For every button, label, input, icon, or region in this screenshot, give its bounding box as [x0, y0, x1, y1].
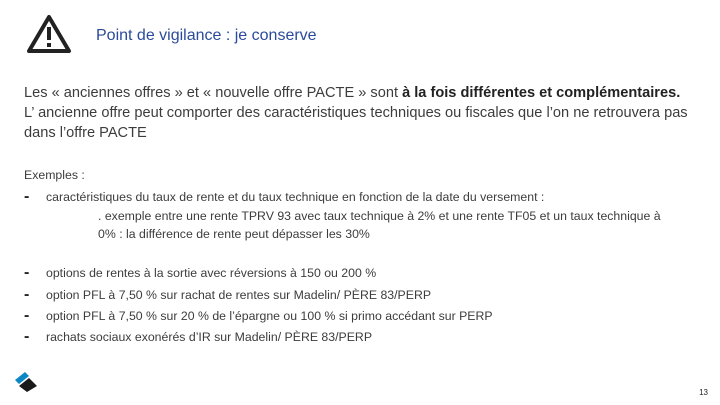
- bullet-dash: -: [24, 328, 30, 345]
- intro-text-bold: à la fois différentes et complémentaires.: [402, 85, 681, 101]
- page-number: 13: [699, 388, 708, 397]
- list-item: [24, 286, 431, 304]
- page-title: Point de vigilance : je conserve: [96, 27, 317, 44]
- list-item-text: option PFL à 7,50 % sur rachat de rentes sur Madelin/ PÈRE 83/PERP: [46, 288, 432, 302]
- list-item-text: option PFL à 7,50 % sur 20 % de l’épargne ou 100 % si primo accédant sur PERP: [46, 309, 493, 323]
- list-item: [24, 264, 376, 282]
- bullet-dash: -: [24, 286, 30, 303]
- bullet-dash: -: [24, 188, 30, 205]
- list-item: [24, 328, 372, 346]
- list-item: [24, 307, 493, 325]
- list-item-text: options de rentes à la sortie avec réversions à 150 ou 200 %: [46, 266, 377, 280]
- intro-text-start: Les « anciennes offres » et « nouvelle offre PACTE » sont: [24, 85, 403, 101]
- intro-text-end: L’ ancienne offre peut comporter des caractéristiques techniques ou fiscales que l’on ne retrouvera pas dans l’offre PACTE: [24, 105, 688, 141]
- list-item: [24, 188, 544, 206]
- intro-paragraph: [24, 83, 694, 143]
- example-detail: . exemple entre une rente TPRV 93 avec taux technique à 2% et une rente TF05 et un taux technique à 0% : la différence de rente peut dépasser les 30%: [98, 209, 661, 241]
- brand-logo-icon: [13, 368, 39, 394]
- bullet-dash: -: [24, 264, 30, 281]
- list-item-text: caractéristiques du taux de rente et du taux technique en fonction de la date du versement :: [46, 190, 545, 204]
- bullet-dash: -: [24, 307, 30, 324]
- warning-triangle-icon: [26, 14, 72, 54]
- list-item-text: rachats sociaux exonérés d’IR sur Madelin/ PÈRE 83/PERP: [46, 330, 373, 344]
- examples-title: Exemples :: [24, 168, 85, 182]
